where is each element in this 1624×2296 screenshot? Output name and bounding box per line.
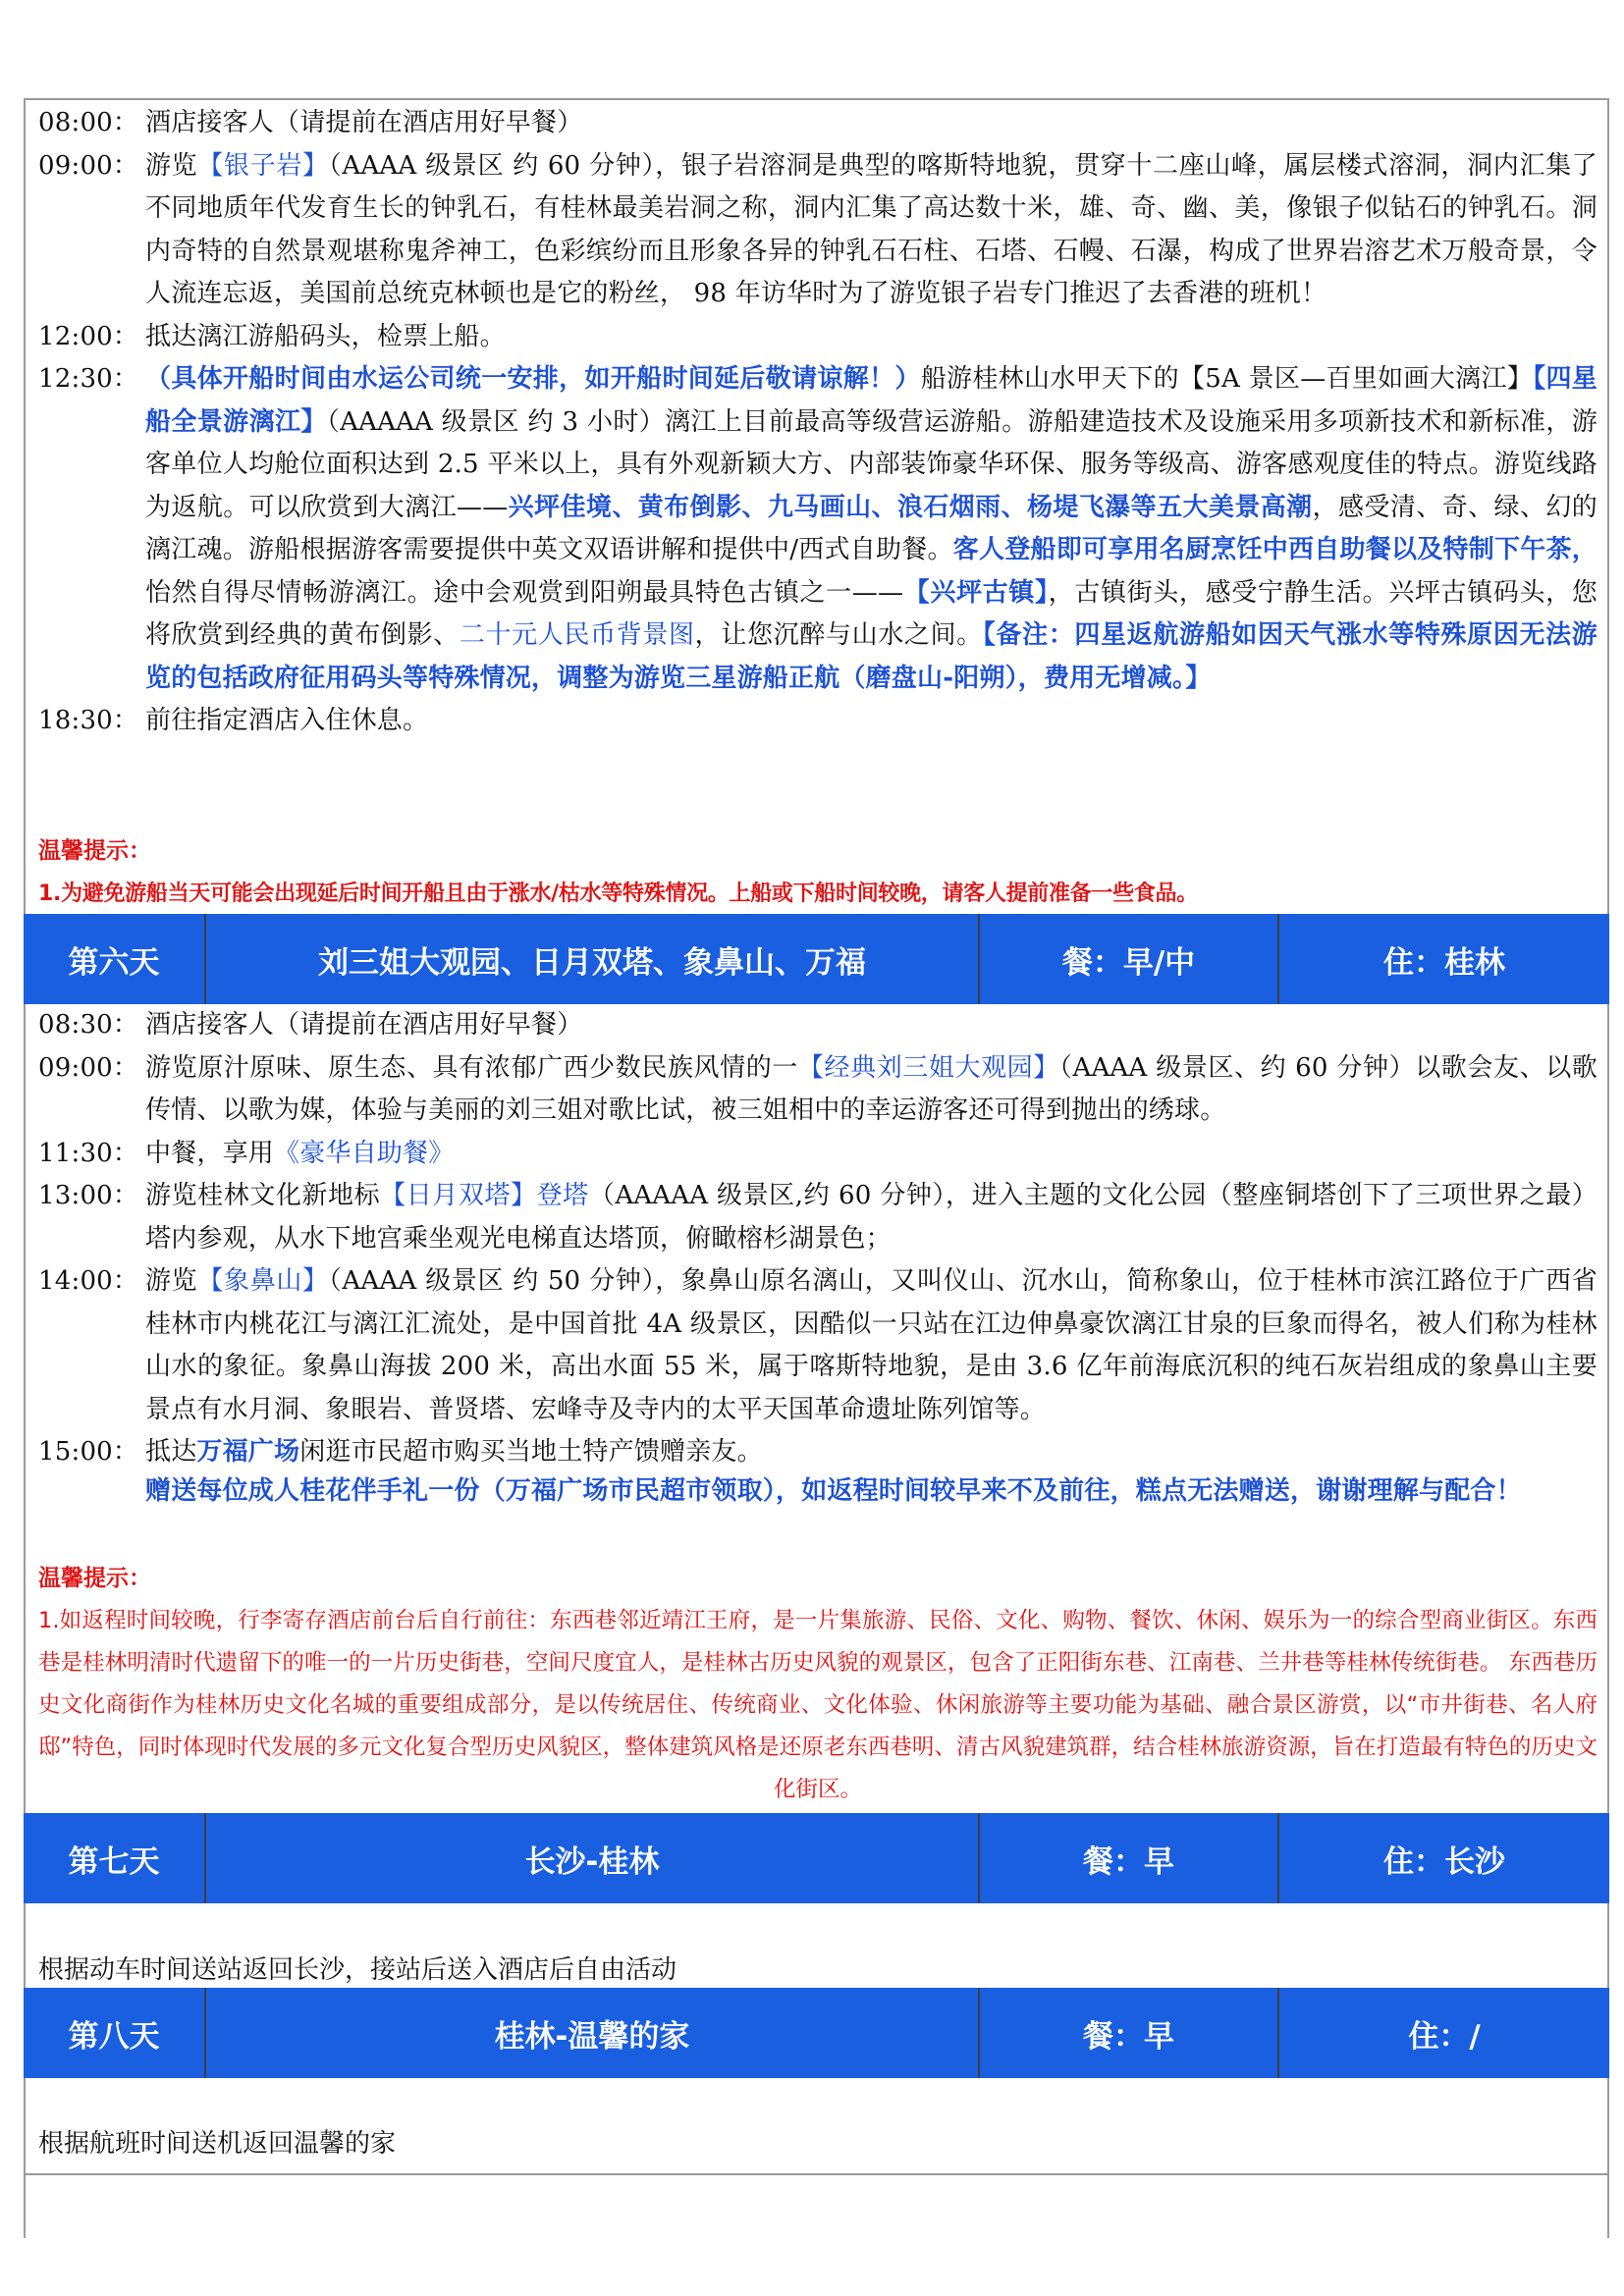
schedule-time: 13:00： bbox=[38, 1181, 139, 1210]
schedule-entry bbox=[38, 1175, 1597, 1260]
highlight-text: 【备注：四星返航游船如因天气涨水等特殊原因无法游览的包括政府征用码头等特殊情况，调整为游览三星游船正航（磨盘山-阳朔），费用无增减。】 bbox=[145, 620, 1597, 693]
highlight-text: 【象鼻山】 bbox=[197, 1266, 329, 1296]
schedule-time: 18:30： bbox=[38, 706, 139, 735]
schedule-time: 08:30： bbox=[38, 1010, 139, 1040]
schedule-time: 09:00： bbox=[38, 150, 139, 181]
schedule-entry bbox=[38, 1133, 1597, 1176]
text-run: 前往指定酒店入住休息。 bbox=[145, 706, 429, 735]
day6-header-row bbox=[24, 914, 1609, 1004]
text-run: 抵达 bbox=[145, 1437, 197, 1467]
day7-header-row bbox=[24, 1813, 1609, 1903]
schedule-description bbox=[145, 316, 1597, 359]
schedule-description bbox=[145, 358, 1597, 700]
schedule-description bbox=[145, 1047, 1597, 1133]
schedule-entry bbox=[38, 1431, 1597, 1474]
day7-stay: 住：长沙 bbox=[1383, 1843, 1505, 1880]
day5-tip-text: 1.为避免游船当天可能会出现延后时间开船且由于涨水/枯水等特殊情况。上船或下船时间较晚，请客人提前准备一些食品。 bbox=[38, 881, 1198, 906]
schedule-description bbox=[145, 1175, 1597, 1260]
text-run: 中餐，享用 bbox=[145, 1138, 275, 1168]
day6-meal: 餐：早/中 bbox=[980, 914, 1279, 1004]
day6-gift bbox=[26, 1470, 1607, 1514]
text-run: 怡然自得尽情畅游漓江。途中会观赏到阳朔最具特色古镇之一—— bbox=[145, 577, 904, 608]
schedule-description bbox=[145, 1133, 1597, 1176]
schedule-description bbox=[145, 1431, 1597, 1474]
text-run: 游览 bbox=[145, 150, 198, 181]
text-run: 船游桂林山水甲天下的【5A 景区—百里如画大漓江】 bbox=[920, 364, 1534, 394]
day8-header-row bbox=[24, 1988, 1609, 2078]
schedule-entry bbox=[38, 358, 1597, 700]
text-run: （AAAA 级景区 约 60 分钟），银子岩溶洞是典型的喀斯特地貌，贯穿十二座山峰，属层楼式溶洞，洞内汇集了不同地质年代发育生长的钟乳石，有桂林最美岩洞之称，洞内汇集了高达数十米，雄、奇、幽、美，像银子似钻石的钟乳石。洞内奇特的自然景观堪称鬼斧神工，色彩缤纷而且形象各异的钟乳石石柱、石塔、石幔、石瀑，构成了世界岩溶艺术万般奇景，令人流连忘返，美国前总统克林顿也是它的粉丝， 98 年访华时为了游览银子岩专门推迟了去香港的班机！ bbox=[145, 150, 1597, 308]
text-run: ，感受清、奇、绿、幻的漓江魂。游船根据游客需要提供中英文双语讲解和提供中/西式自助餐。 bbox=[145, 492, 1597, 564]
day5-tip bbox=[26, 829, 1607, 915]
highlight-text: 客人登船即可享用名厨烹饪中西自助餐以及特制下午茶， bbox=[952, 535, 1597, 564]
schedule-description bbox=[145, 700, 1597, 743]
day6-route: 刘三姐大观园、日月双塔、象鼻山、万福 bbox=[206, 914, 980, 1004]
day8-label: 第八天 bbox=[24, 1988, 206, 2078]
schedule-time: 14:00： bbox=[38, 1266, 139, 1296]
day6-gift-text: 赠送每位成人桂花伴手礼一份（万福广场市民超市领取），如返程时间较早来不及前往，糕点无法赠送，谢谢理解与配合！ bbox=[145, 1476, 1522, 1506]
day7-route: 长沙-桂林 bbox=[206, 1813, 980, 1903]
day6-schedule bbox=[26, 1004, 1607, 1474]
text-run: 游览 bbox=[145, 1266, 198, 1296]
schedule-time: 08:00： bbox=[38, 108, 139, 137]
highlight-text: 【银子岩】 bbox=[197, 150, 329, 181]
text-run: 游览原汁原味、原生态、具有浓郁广西少数民族风情的一 bbox=[145, 1052, 798, 1083]
day8-meal: 餐：早 bbox=[980, 1988, 1279, 2078]
day6-label: 第六天 bbox=[24, 914, 206, 1004]
text-run: 闲逛市民超市购买当地土特产馈赠亲友。 bbox=[299, 1437, 763, 1467]
text-run: 酒店接客人（请提前在酒店用好早餐） bbox=[145, 1010, 583, 1040]
text-run: 酒店接客人（请提前在酒店用好早餐） bbox=[145, 108, 583, 137]
bottom-rule bbox=[24, 2173, 1609, 2175]
schedule-entry bbox=[38, 102, 1597, 145]
day5-schedule bbox=[26, 102, 1607, 743]
schedule-time: 15:00： bbox=[38, 1437, 139, 1467]
highlight-text: 【经典刘三姐大观园】 bbox=[797, 1052, 1059, 1083]
text-run: （AAAAA 级景区,约 60 分钟），进入主题的文化公园（整座铜塔创下了三项世界之最）塔内参观，从水下地宫乘坐观光电梯直达塔顶，俯瞰榕杉湖景色； bbox=[145, 1181, 1597, 1254]
schedule-description bbox=[145, 1004, 1597, 1047]
day8-text: 根据航班时间送机返回温馨的家 bbox=[38, 2129, 397, 2159]
schedule-entry bbox=[38, 1047, 1597, 1133]
schedule-description bbox=[145, 145, 1597, 316]
schedule-time: 09:00： bbox=[38, 1052, 139, 1083]
highlight-text: 【日月双塔】登塔 bbox=[380, 1181, 589, 1210]
highlight-text: 兴坪佳境、黄布倒影、九马画山、浪石烟雨、杨堤飞瀑等五大美景高潮 bbox=[508, 492, 1313, 522]
schedule-entry bbox=[38, 316, 1597, 359]
itinerary-sheet bbox=[24, 98, 1609, 2238]
schedule-entry bbox=[38, 1260, 1597, 1431]
text-run: ，让您沉醉与山水之间。 bbox=[694, 620, 983, 650]
day6-tip-title: 温馨提示： bbox=[38, 1566, 151, 1591]
day7-meal: 餐：早 bbox=[980, 1813, 1279, 1903]
highlight-text: （具体开船时间由水运公司统一安排，如开船时间延后敬请谅解！） bbox=[145, 364, 921, 394]
highlight-text: 万福广场 bbox=[196, 1437, 300, 1467]
schedule-entry bbox=[38, 1004, 1597, 1047]
highlight-text: 【兴坪古镇】 bbox=[903, 577, 1049, 608]
schedule-time: 11:30： bbox=[38, 1138, 139, 1168]
schedule-entry bbox=[38, 145, 1597, 316]
highlight-text: 【四星船全景游漓江】 bbox=[145, 364, 1597, 437]
day6-tip-text: 1.如返程时间较晚，行李寄存酒店前台后自行前往：东西巷邻近靖江王府，是一片集旅游、民俗、文化、购物、餐饮、休闲、娱乐为一的综合型商业街区。东西巷是桂林明清时代遗留下的唯一的一片历史街巷，空间尺度宜人，是桂林古历史风貌的观景区，包含了正阳街东巷、江南巷、兰井巷等桂林传统街巷。 东西巷历史文化商街作为桂林历史文化名城的重要组成部分，是以传统居住、传统商业、文化体验、休闲旅游等主要功能为基础、融合景区游赏，以“市井街巷、名人府邸”特色，同时体现时代发展的多元文化复合型历史风貌区，整体建筑风格是还原老东西巷明、清古风貌建筑群，结合桂林旅游资源，旨在打造最有特色的历史文化街区。 bbox=[38, 1608, 1597, 1802]
schedule-time: 12:00： bbox=[38, 321, 139, 351]
text-run: 抵达漓江游船码头，检票上船。 bbox=[145, 321, 506, 351]
day7-text: 根据动车时间送站返回长沙，接站后送入酒店后自由活动 bbox=[38, 1955, 677, 1985]
text-run: （AAAAA 级景区 约 3 小时）漓江上目前最高等级营运游船。游船建造技术及设施采用多项新技术和新标准，游客单位人均舱位面积达到 2.5 平米以上，具有外观新颖大方、内部装饰豪华环保、服务等级高、游客感观度佳的特点。游览线路为返航。可以欣赏到大漓江—— bbox=[145, 406, 1597, 522]
day8-route: 桂林-温馨的家 bbox=[206, 1988, 980, 2078]
schedule-time: 12:30： bbox=[38, 364, 139, 394]
text-run: ，古镇街头，感受宁静生活。兴坪古镇码头，您将欣赏到经典的黄布倒影、 bbox=[145, 577, 1598, 650]
text-run: 游览桂林文化新地标 bbox=[145, 1181, 381, 1210]
schedule-entry bbox=[38, 700, 1597, 743]
day8-stay: 住：/ bbox=[1408, 2018, 1481, 2055]
highlight-text: 《豪华自助餐》 bbox=[274, 1138, 455, 1168]
schedule-description bbox=[145, 102, 1597, 145]
day5-tip-title: 温馨提示： bbox=[38, 838, 151, 864]
text-run: （AAAA 级景区、约 60 分钟）以歌会友、以歌传情、以歌为媒，体验与美丽的刘三姐对歌比试，被三姐相中的幸运游客还可得到抛出的绣球。 bbox=[145, 1052, 1597, 1125]
highlight-text: 二十元人民币背景图 bbox=[459, 620, 695, 650]
day6-stay: 住：桂林 bbox=[1383, 944, 1505, 981]
schedule-description bbox=[145, 1260, 1597, 1431]
day6-tip bbox=[26, 1557, 1607, 1811]
text-run: （AAAA 级景区 约 50 分钟），象鼻山原名漓山，又叫仪山、沉水山，简称象山，位于桂林市滨江路位于广西省桂林市内桃花江与漓江汇流处，是中国首批 4A 级景区，因酷似一只站在江边伸鼻豪饮漓江甘泉的巨象而得名，被人们称为桂林山水的象征。象鼻山海拔 200 米，高出水面 55 米，属于喀斯特地貌，是由 3.6 亿年前海底沉积的纯石灰岩组成的象鼻山主要景点有水月洞、象眼岩、普贤塔、宏峰寺及寺内的太平天国革命遗址陈列馆等。 bbox=[145, 1266, 1597, 1424]
day7-label: 第七天 bbox=[24, 1813, 206, 1903]
